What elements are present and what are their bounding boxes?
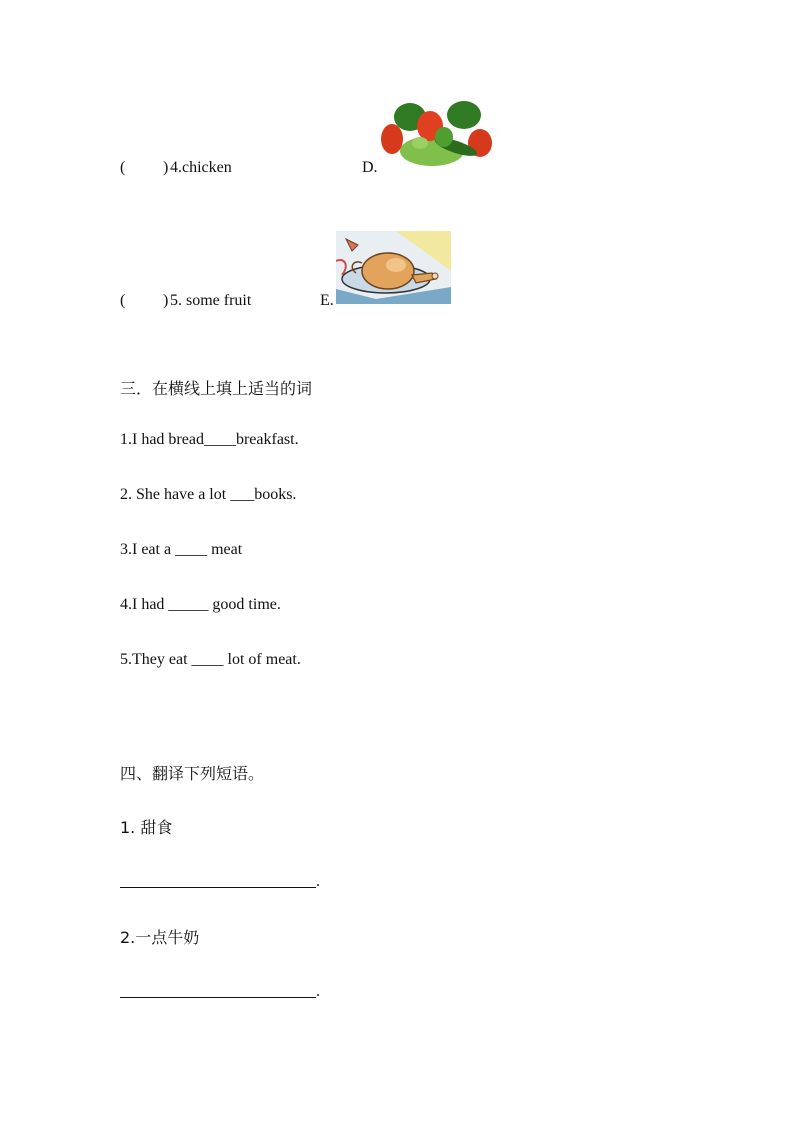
fill-blank-item-3: 3.I eat a ____ meat xyxy=(120,541,243,558)
section-4-heading: 四、翻译下列短语。 xyxy=(120,764,265,783)
answer-line-2-period: . xyxy=(316,983,320,1000)
match-letter-e: E. xyxy=(320,292,334,309)
fill-blank-item-4: 4.I had _____ good time. xyxy=(120,596,281,613)
answer-paren-open-4: ( xyxy=(120,159,126,176)
answer-line-1 xyxy=(120,887,316,888)
match-item-5: 5. some fruit xyxy=(170,292,252,309)
answer-paren-close-4: ) xyxy=(163,159,169,176)
roast-chicken-image xyxy=(336,231,451,304)
vegetables-image xyxy=(380,97,493,170)
match-item-4: 4.chicken xyxy=(170,159,232,176)
translate-item-1: 1. 甜食 xyxy=(120,818,173,837)
fill-blank-item-5: 5.They eat ____ lot of meat. xyxy=(120,651,301,668)
answer-line-2 xyxy=(120,997,316,998)
translate-item-2: 2.一点牛奶 xyxy=(120,928,200,947)
answer-paren-open-5: ( xyxy=(120,292,126,309)
answer-paren-close-5: ) xyxy=(163,292,169,309)
answer-line-1-period: . xyxy=(316,873,320,890)
fill-blank-item-2: 2. She have a lot ___books. xyxy=(120,486,297,503)
section-3-heading: 三．在横线上填上适当的词 xyxy=(120,379,313,398)
match-letter-d: D. xyxy=(362,159,378,176)
fill-blank-item-1: 1.I had bread____breakfast. xyxy=(120,431,299,448)
